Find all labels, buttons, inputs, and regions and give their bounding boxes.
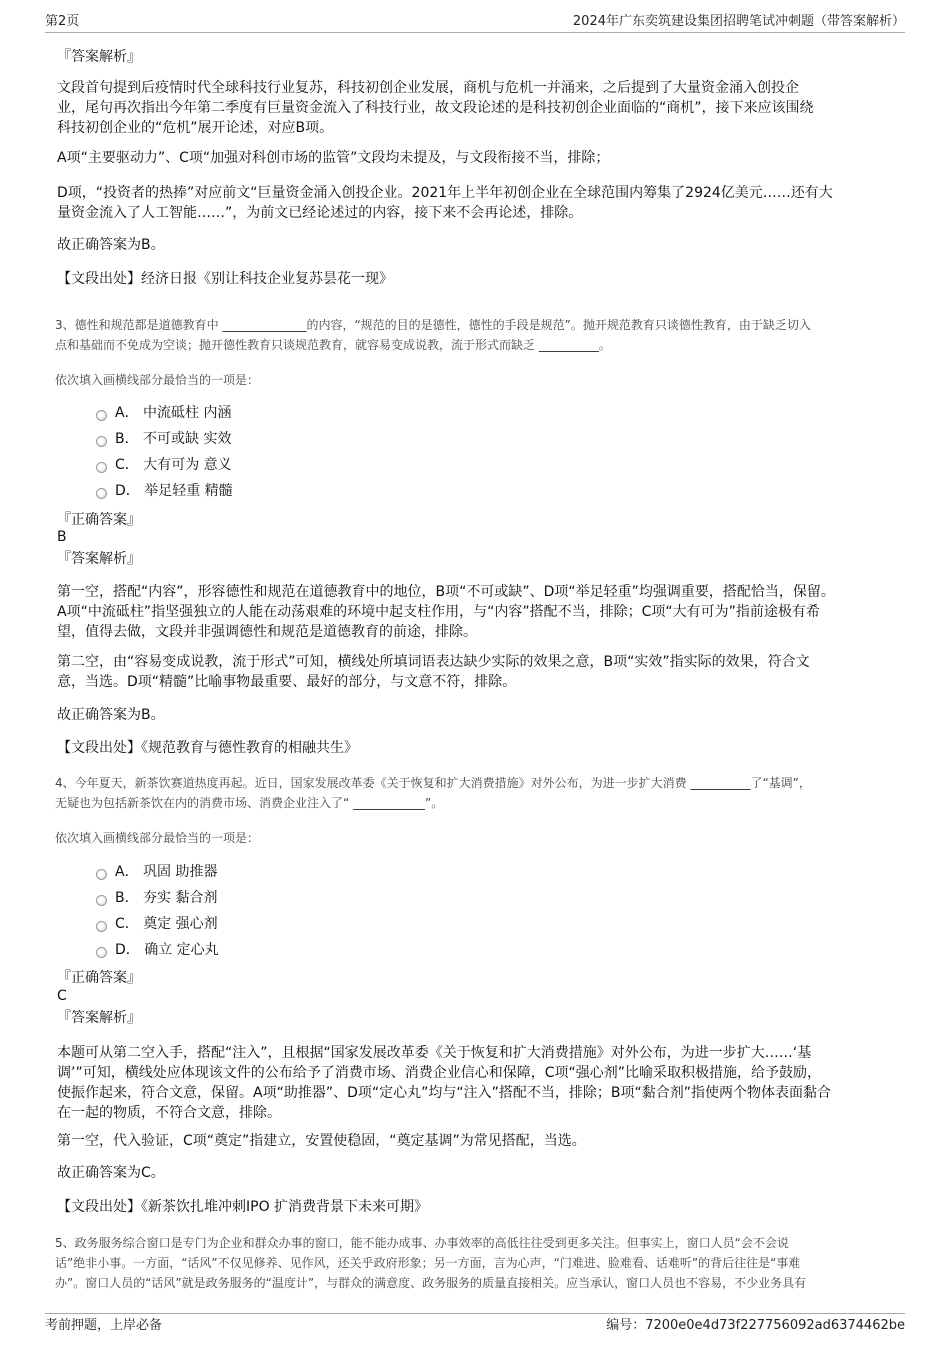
option-label[interactable]: C． 大有可为 意义 <box>115 457 232 473</box>
analysis-paragraph: 文段首句提到后疫情时代全球科技行业复苏，科技初创企业发展，商机与危机一并涌来，之后提到了大量资金涌入创投企 <box>57 80 799 96</box>
analysis-paragraph: 科技初创企业的“危机”展开论述，对应B项。 <box>57 120 334 136</box>
question-text <box>55 793 443 813</box>
fill-blank: ____________ <box>353 796 426 810</box>
analysis-paragraph: 第一空，搭配“内容”，形容德性和规范在道德教育中的地位，B项“不可或缺”、D项“举足轻重”均强调重要，搭配恰当，保留。 <box>57 584 835 600</box>
analysis-paragraph: 第二空，由“容易变成说教，流于形式”可知，横线处所填词语表达缺少实际的效果之意，B项“实效”指实际的效果，符合文 <box>57 654 810 670</box>
question-prompt: 依次填入画横线部分最恰当的一项是： <box>55 373 260 387</box>
radio-button[interactable] <box>96 869 107 880</box>
analysis-paragraph: 使振作起来，符合文意，保留。A项“助推器”、D项“定心丸”均与“注入”搭配不当，排除；B项“黏合剂”指使两个物体表面黏合 <box>57 1085 831 1101</box>
question-text: 5、政务服务综合窗口是专门为企业和群众办事的窗口，能不能办成事、办事效率的高低往往受到更多关注。但事实上，窗口人员“会不会说 <box>55 1236 789 1250</box>
source-citation: 【文段出处】《规范教育与德性教育的相融共生》 <box>57 740 358 756</box>
radio-button[interactable] <box>96 947 107 958</box>
option-label[interactable]: C． 奠定 强心剂 <box>115 916 218 932</box>
analysis-label: 『答案解析』 <box>57 1010 141 1026</box>
analysis-label: 『答案解析』 <box>57 551 141 567</box>
analysis-paragraph: 量资金流入了人工智能……”，为前文已经论述过的内容，接下来不会再论述，排除。 <box>57 205 583 221</box>
header-divider <box>45 32 905 33</box>
correct-answer: B <box>57 529 67 545</box>
analysis-paragraph: 意，当选。D项“精髓”比喻事物最重要、最好的部分，与文意不符，排除。 <box>57 674 517 690</box>
radio-button[interactable] <box>96 436 107 447</box>
question-text-part: 了“基调”， <box>750 776 811 790</box>
option-label[interactable]: D． 确立 定心丸 <box>115 942 219 958</box>
question-text-part: 点和基础而不免成为空谈；抛开德性教育只谈规范教育，就容易变成说教，流于形式而缺乏 <box>55 338 539 352</box>
question-text-part: 3、德性和规范都是道德教育中 <box>55 318 223 332</box>
option-label[interactable]: A． 巩固 助推器 <box>115 864 218 880</box>
radio-button[interactable] <box>96 410 107 421</box>
source-citation: 【文段出处】经济日报《别让科技企业复苏昙花一现》 <box>57 271 393 287</box>
option-label[interactable]: A． 中流砥柱 内涵 <box>115 405 232 421</box>
correct-answer: C <box>57 988 67 1004</box>
question-text-part: 无疑也为包括新茶饮在内的消费市场、消费企业注入了“ <box>55 796 354 810</box>
fill-blank: __________ <box>690 776 751 790</box>
question-prompt: 依次填入画横线部分最恰当的一项是： <box>55 831 260 845</box>
question-text-part: 4、今年夏天，新茶饮赛道热度再起。近日，国家发展改革委《关于恢复和扩大消费措施》对外公布，为进一步扩大消费 <box>55 776 691 790</box>
analysis-paragraph: 望，值得去做，文段并非强调德性和规范是道德教育的前途，排除。 <box>57 624 477 640</box>
question-text-part: 的内容，“规范的目的是德性，德性的手段是规范”。抛开规范教育只谈德性教育，由于缺乏切入 <box>306 318 811 332</box>
analysis-paragraph: 在一起的物质，不符合文意，排除。 <box>57 1105 281 1121</box>
document-id: 编号：7200e0e4d73f227756092ad6374462be <box>606 1318 905 1333</box>
page-number: 第2页 <box>45 14 80 29</box>
analysis-paragraph: 第一空，代入验证，C项“奠定”指建立，安置使稳固，“奠定基调”为常见搭配，当选。 <box>57 1133 586 1149</box>
question-text <box>55 773 811 793</box>
correct-answer-label: 『正确答案』 <box>57 970 141 986</box>
question-text-part: 。 <box>598 338 611 352</box>
analysis-paragraph: D项，“投资者的热捧”对应前文“巨量资金涌入创投企业。2021年上半年初创企业在全球范围内筹集了2924亿美元……还有大 <box>57 185 833 201</box>
question-text <box>55 315 811 335</box>
analysis-paragraph: 业，尾句再次指出今年第二季度有巨量资金流入了科技行业，故文段论述的是科技初创企业面临的“商机”，接下来应该围绕 <box>57 100 814 116</box>
option-label[interactable]: B． 夯实 黏合剂 <box>115 890 218 906</box>
source-citation: 【文段出处】《新茶饮扎堆冲刺IPO 扩消费背景下未来可期》 <box>57 1199 429 1215</box>
radio-button[interactable] <box>96 488 107 499</box>
footer-slogan: 考前押题，上岸必备 <box>45 1318 163 1333</box>
analysis-paragraph: A项“主要驱动力”、C项“加强对科创市场的监管”文段均未提及，与文段衔接不当，排除； <box>57 150 610 166</box>
analysis-label: 『答案解析』 <box>57 49 141 65</box>
conclusion: 故正确答案为C。 <box>57 1165 165 1181</box>
question-text <box>55 335 611 355</box>
analysis-paragraph: A项“中流砥柱”指坚强独立的人能在动荡艰难的环境中起支柱作用，与“内容”搭配不当，排除；C项“大有可为”指前途极有希 <box>57 604 820 620</box>
fill-blank: ______________ <box>222 318 307 332</box>
option-label[interactable]: D． 举足轻重 精髓 <box>115 483 233 499</box>
fill-blank: __________ <box>538 338 599 352</box>
option-label[interactable]: B． 不可或缺 实效 <box>115 431 232 447</box>
question-text: 办”。窗口人员的“话风”就是政务服务的“温度计”，与群众的满意度、政务服务的质量直接相关。应当承认，窗口人员也不容易，不少业务具有 <box>55 1276 807 1290</box>
radio-button[interactable] <box>96 921 107 932</box>
radio-button[interactable] <box>96 462 107 473</box>
question-text-part: ”。 <box>425 796 444 810</box>
document-title: 2024年广东奕筑建设集团招聘笔试冲刺题（带答案解析） <box>572 14 905 29</box>
correct-answer-label: 『正确答案』 <box>57 512 141 528</box>
analysis-paragraph: 调’”可知，横线处应体现该文件的公布给予了消费市场、消费企业信心和保障，C项“强心剂”比喻采取积极措施，给予鼓励， <box>57 1065 821 1081</box>
conclusion: 故正确答案为B。 <box>57 237 165 253</box>
analysis-paragraph: 本题可从第二空入手，搭配“注入”，且根据“国家发展改革委《关于恢复和扩大消费措施》对外公布，为进一步扩大……‘基 <box>57 1045 812 1061</box>
conclusion: 故正确答案为B。 <box>57 707 165 723</box>
question-text: 话”绝非小事。一方面，“话风”不仅见修养、见作风，还关乎政府形象；另一方面，言为心声，“门难进、脸难看、话难听”的背后往往是“事难 <box>55 1256 801 1270</box>
radio-button[interactable] <box>96 895 107 906</box>
